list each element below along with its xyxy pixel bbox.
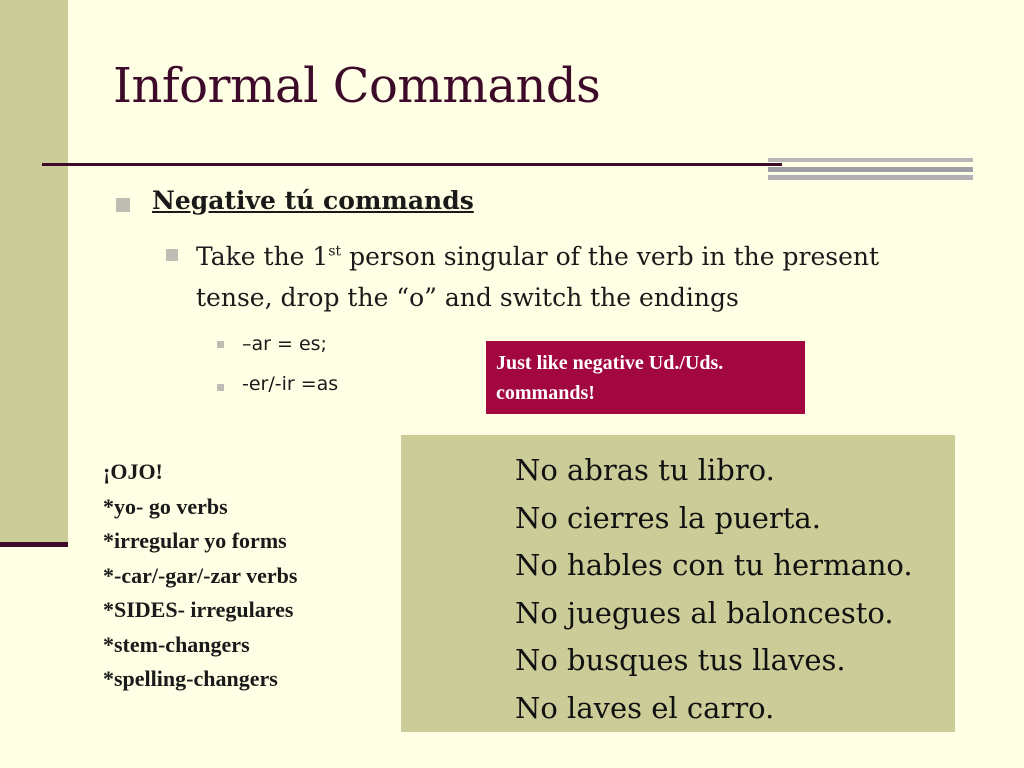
list-item: *yo- go verbs [103,493,228,519]
example-sentence: No busques tus llaves. [515,643,846,677]
ending-er-ir: -er/-ir =as [242,373,339,395]
ojo-heading: ¡OJO! [103,459,163,484]
example-sentence: No abras tu libro. [515,453,775,487]
ojo-list [103,455,297,697]
slide-title: Informal Commands [113,58,601,114]
callout-box: Just like negative Ud./Uds. commands! [486,341,805,414]
left-accent-line [0,542,68,547]
ending-ar: –ar = es; [242,333,327,355]
example-sentence: No laves el carro. [515,690,775,725]
list-item: *irregular yo forms [103,528,287,553]
bullet-square-icon [217,341,224,348]
list-item: *spelling-changers [103,666,278,691]
rule-superscript: st [328,243,342,260]
example-sentence: No cierres la puerta. [515,500,821,535]
bullet-square-icon [217,384,224,391]
example-sentence: No hables con tu hermano. [515,548,913,582]
decorative-stripes [768,158,973,180]
rule-text-part1: Take the 1 [196,242,329,271]
list-item: *-car/-gar/-zar verbs [103,562,298,588]
list-item: *stem-changers [103,631,250,657]
bullet-square-icon [116,198,130,212]
left-accent-bar [0,0,68,545]
title-divider [42,163,782,166]
bullet-square-icon [166,249,178,261]
list-item: *SIDES- irregulares [103,597,294,622]
bullet-heading: Negative tú commands [152,186,474,215]
rule-description [196,236,936,318]
rule-text-part2: person singular of the verb in the present tense, drop the “o” and switch the endings [196,242,880,312]
examples-list [515,447,913,732]
example-sentence: No juegues al baloncesto. [515,595,894,630]
